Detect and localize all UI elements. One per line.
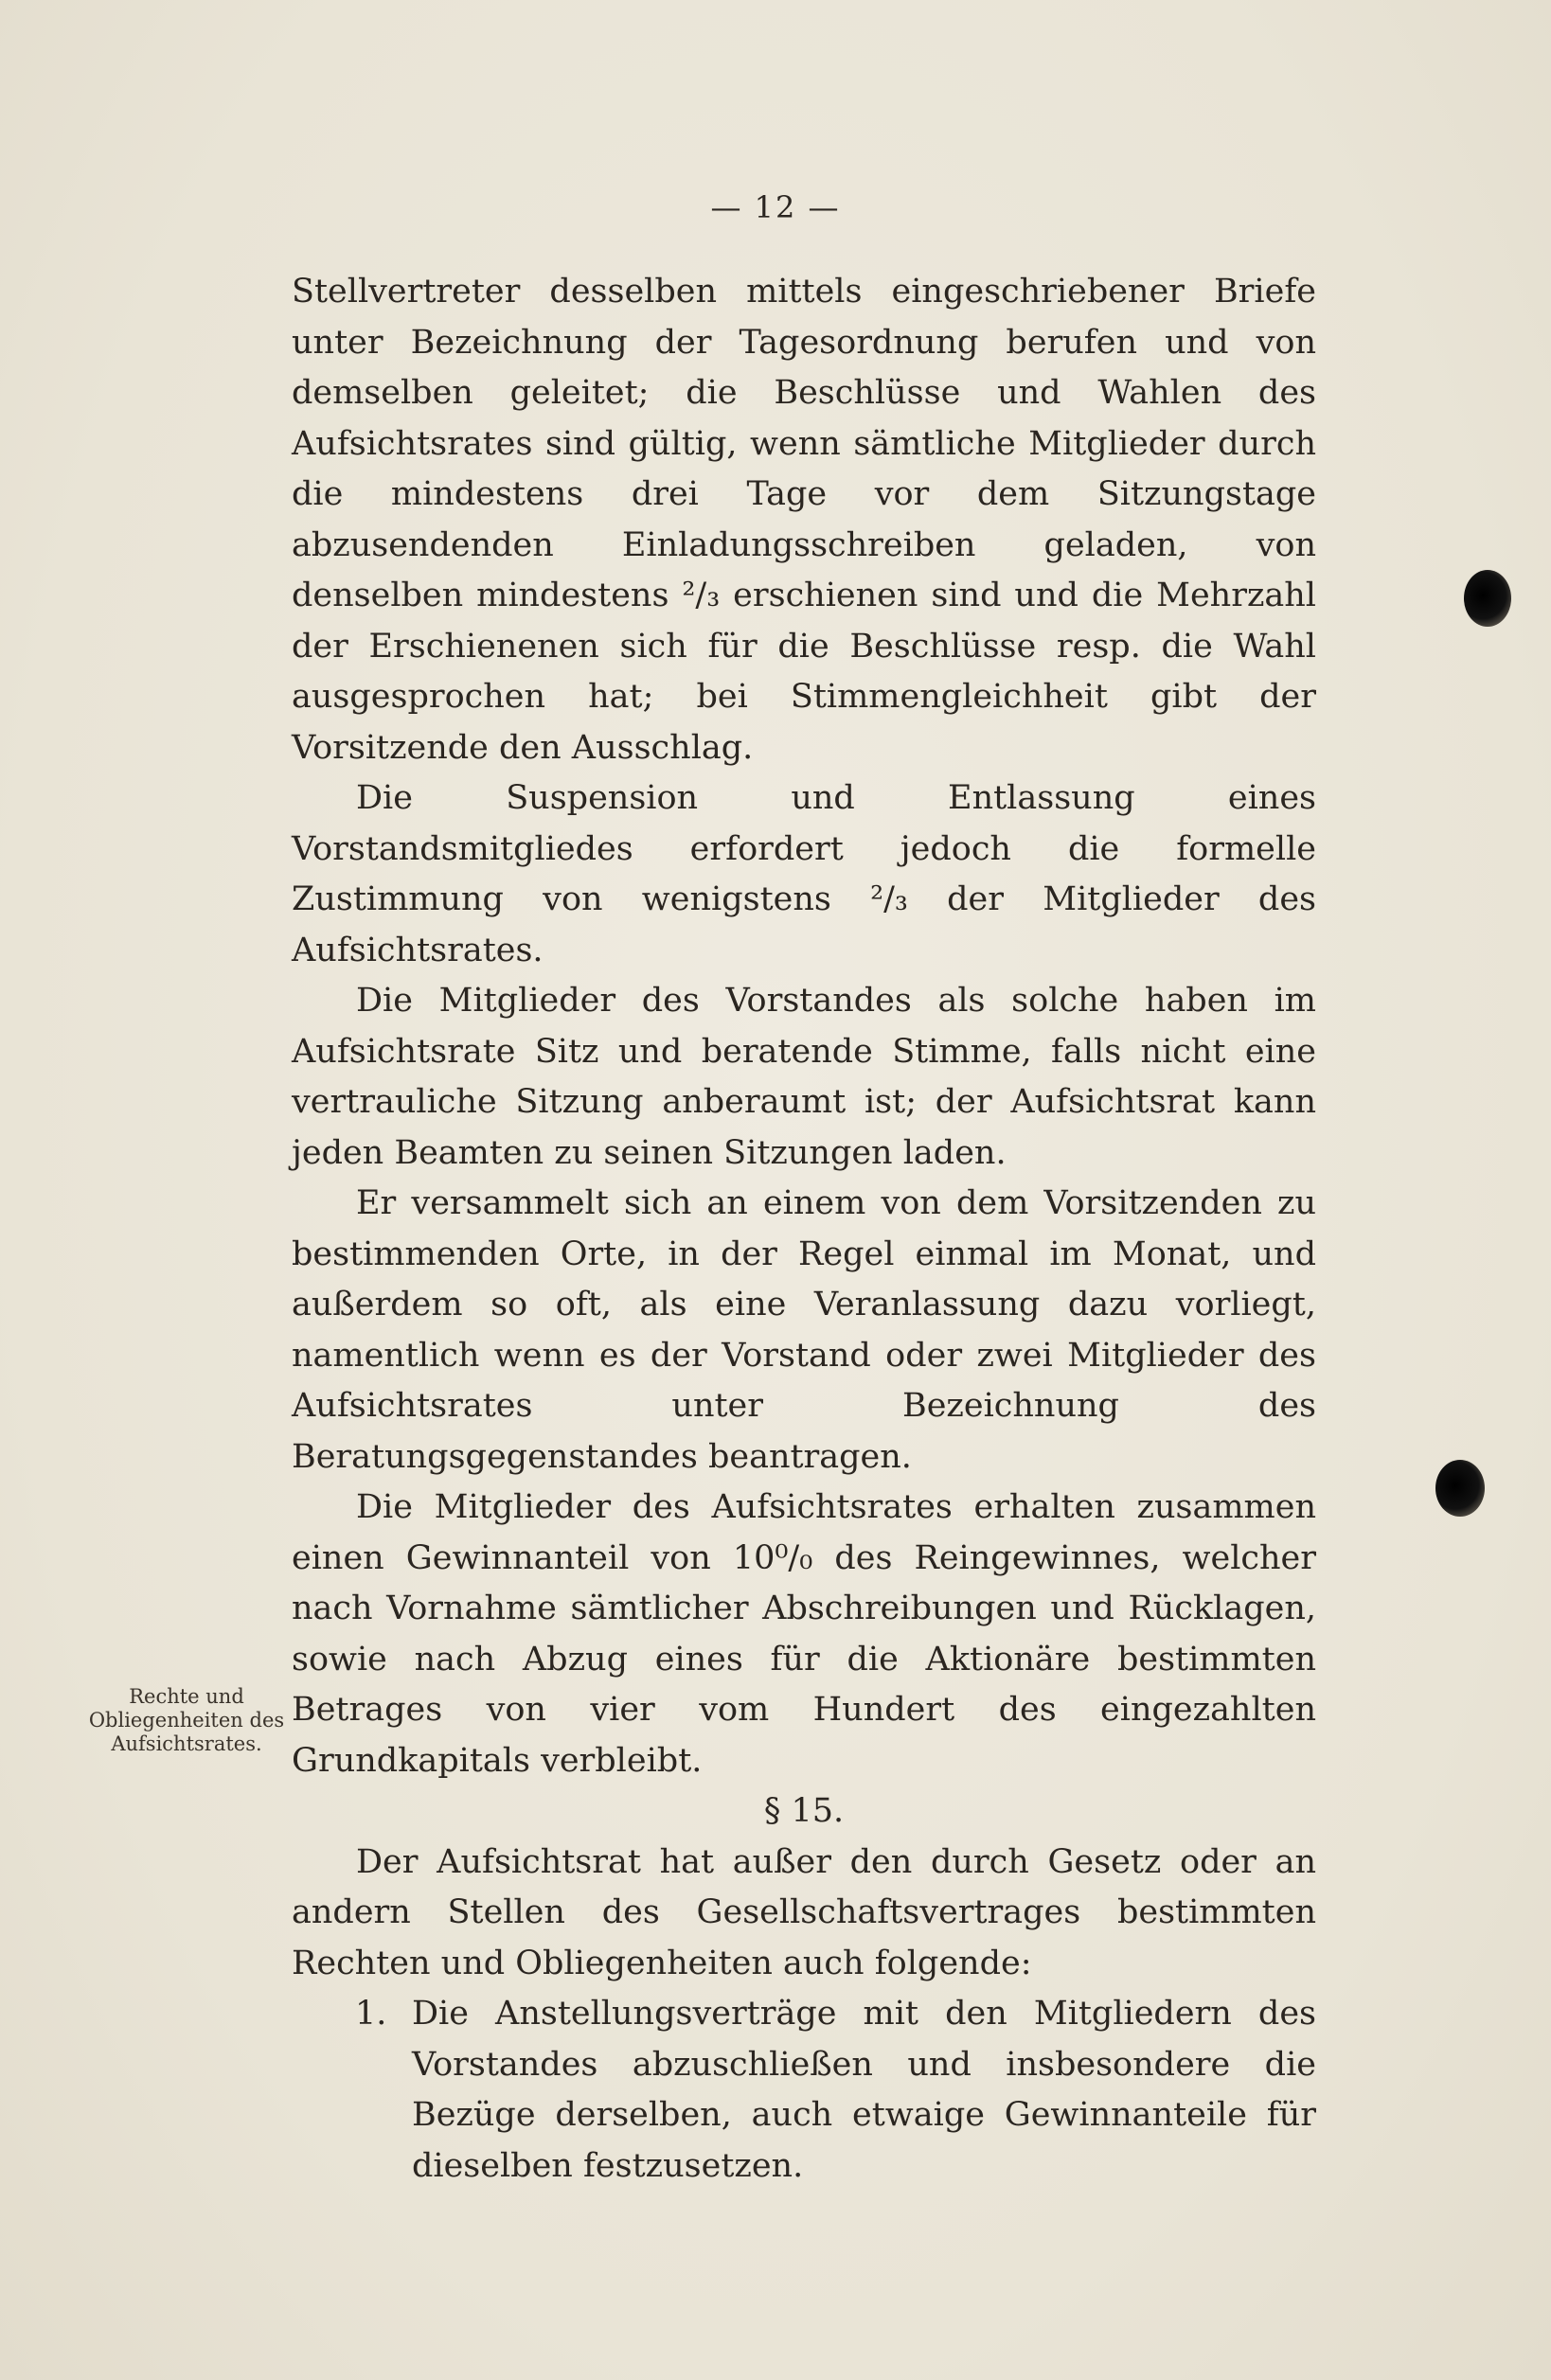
paragraph: Die Suspension und Entlassung eines Vorstandsmitgliedes erfordert jedoch die formelle Zustimmung von wenigstens ²/₃ der Mitglieder des Aufsichtsrates. xyxy=(292,779,1316,969)
margin-note: Rechte und Obliegenheiten des Aufsichtsrates. xyxy=(88,1685,285,1755)
section-heading: § 15. xyxy=(763,1792,845,1830)
list-item-number: 1. xyxy=(355,1995,387,2033)
body-text xyxy=(292,267,1316,2192)
paragraph: Er versammelt sich an einem von dem Vorsitzenden zu bestimmenden Orte, in der Regel einmal im Monat, und außerdem so oft, als eine Veranlassung dazu vorliegt, namentlich wenn es der Vorstand oder zwei Mitglieder des Aufsichtsrates unter Bezeichnung des Beratungsgegenstandes beantragen. xyxy=(292,1184,1316,1476)
punch-hole-top xyxy=(1464,570,1511,627)
paragraph: Die Mitglieder des Vorstandes als solche haben im Aufsichtsrate Sitz und beratende Stimme, falls nicht eine vertrauliche Sitzung anberaumt ist; der Aufsichtsrat kann jeden Beamten zu seinen Sitzungen laden. xyxy=(292,982,1316,1172)
section-intro: Der Aufsichtsrat hat außer den durch Gesetz oder an andern Stellen des Gesellschaftsvertrages bestimmten Rechten und Obliegenheiten auch folgende: xyxy=(292,1842,1316,1982)
paragraph: Die Mitglieder des Aufsichtsrates erhalten zusammen einen Gewinnanteil von 10⁰/₀ des Reingewinnes, welcher nach Vornahme sämtlicher Abschreibungen und Rücklagen, sowie nach Abzug eines für die Aktionäre bestimmten Betrages von vier vom Hundert des eingezahlten Grundkapitals verbleibt. xyxy=(292,1488,1316,1780)
punch-hole-bottom xyxy=(1435,1460,1485,1517)
list-item-text: Die Anstellungsverträge mit den Mitgliedern des Vorstandes abzuschließen und insbesondere die Bezüge derselben, auch etwaige Gewinnanteile für dieselben festzusetzen. xyxy=(412,1995,1316,2185)
page-number: — 12 — xyxy=(710,189,841,225)
list-item xyxy=(292,1989,1316,2192)
paragraph-continued: Stellvertreter desselben mittels eingeschriebener Briefe unter Bezeichnung der Tagesordnung berufen und von demselben geleitet; die Beschlüsse und Wahlen des Aufsichtsrates sind gültig, wenn sämtliche Mitglieder durch die mindestens drei Tage vor dem Sitzungstage abzusendenden Einladungsschreiben geladen, von denselben mindestens ²/₃ erschienen sind und die Mehrzahl der Erschienenen sich für die Beschlüsse resp. die Wahl ausgesprochen hat; bei Stimmengleichheit gibt der Vorsitzende den Ausschlag. xyxy=(292,273,1316,767)
